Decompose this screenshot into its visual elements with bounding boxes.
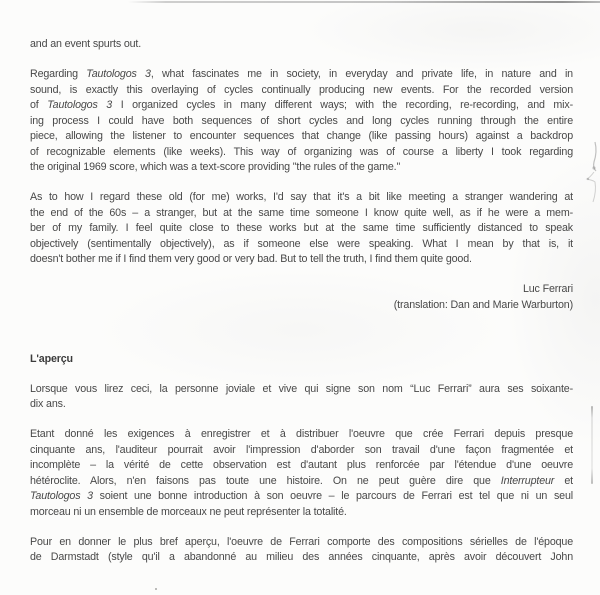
text-line: ber of my family. I feel quite close to these works but at the same time sufficiently distanced to speak <box>30 222 573 234</box>
text-line: Luc Ferrari <box>522 283 573 295</box>
text-line: Etant donné les exigences à enregistrer et à distribuer l'oeuvre que crée Ferrari depuis presque <box>30 428 573 440</box>
text-line: morceau ni un ensemble de morceaux ne peut représenter la totalité. <box>30 505 347 518</box>
para-french-lorsque <box>30 382 573 413</box>
para-french-pour-en-donner <box>30 535 573 566</box>
italic-title-text: Tautologos 3 <box>86 68 151 80</box>
text-line: dix ans. <box>30 398 66 410</box>
text-line: (translation: Dan and Marie Warburton) <box>393 298 573 311</box>
text-line: cinquante ans, l'auditeur pourrait avoir l'impression d'aborder son travail d'une façon fragmentée et <box>30 443 573 456</box>
para-english-intro <box>30 37 573 53</box>
text-line: piece, allowing the listener to encounter sequences that change (like passing hours) against a backdrop <box>30 130 573 142</box>
text-line: and an event spurts out. <box>30 38 142 50</box>
heading-apercu <box>30 352 573 368</box>
italic-title-text: Tautologos 3 <box>47 99 113 111</box>
text-line: L'aperçu <box>30 352 73 365</box>
text-line: doesn't bother me if I find them very good or very bad. But to tell the truth, I find them quite good. <box>30 253 472 265</box>
para-english-tautologos <box>30 67 573 176</box>
para-english-old-works <box>30 190 573 268</box>
text-line: de Darmstadt (style qu'il a abandonné au milieu des années cinquante, après avoir découvert John <box>30 551 573 563</box>
text-line: the original 1969 score, which was a text-score providing "the rules of the game." <box>30 161 401 173</box>
scan-vertical-line-artifact <box>591 406 593 484</box>
text-line: objectively (sentimentally objectively), as if someone else were speaking. What I mean by that is, it <box>30 237 573 250</box>
para-french-etant-donne <box>30 427 573 520</box>
text-line: Regarding Tautologos 3, what fascinates me in society, in everyday and private life, in nature and in <box>30 68 573 80</box>
text-line: hétéroclite. Alors, n'en faisons pas toute une histoire. On ne peut guère dire que Interrupteur et <box>30 474 573 487</box>
text-line: Pour en donner le plus bref aperçu, l'oeuvre de Ferrari comporte des compositions sérielles de l'époque <box>30 535 573 548</box>
italic-title-text: Tautologos 3 <box>30 490 93 502</box>
text-line: the end of the 60s – a stranger, but at the same time someone I know quite well, as if he were a mem- <box>30 206 573 219</box>
text-line: of recognizable elements (like weeks). This way of organizing was of course a liberty I took regarding <box>30 145 573 158</box>
scan-dot-artifact <box>155 588 157 590</box>
text-line: As to how I regard these old (for me) works, I'd say that it's a bit like meeting a stranger wandering at <box>30 191 573 203</box>
text-line: ing process I could have both sequences of short cycles and long cycles running through the entire <box>30 114 573 127</box>
text-line: sound, is exactly this overlaying of cycles continually producing new events. For the recorded version <box>30 83 573 96</box>
signature-block <box>30 282 573 313</box>
italic-title-text: Interrupteur <box>500 474 555 487</box>
text-line: Tautologos 3 soient une bonne introduction à son oeuvre – le parcours de Ferrari est tel que ni un seul <box>30 490 573 502</box>
page-text <box>30 37 573 580</box>
scan-top-edge-artifact <box>128 1 600 3</box>
text-line: Lorsque vous lirez ceci, la personne joviale et vive qui signe son nom “Luc Ferrari” aura ses soixante- <box>30 382 573 395</box>
scan-edge-mark-artifact <box>584 138 600 218</box>
text-line: of Tautologos 3 I organized cycles in many different ways; with the recording, re-recording, and mix- <box>30 99 573 111</box>
text-line: incomplète – la vérité de cette observation est d'autant plus renforcée par l'étendue d'une oeuvre <box>30 459 573 471</box>
